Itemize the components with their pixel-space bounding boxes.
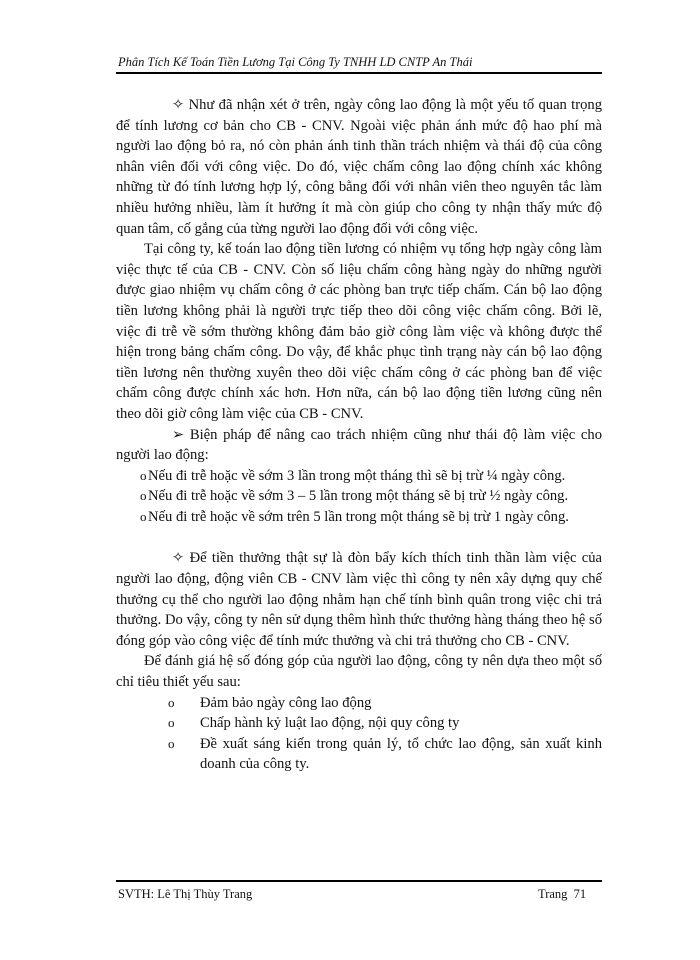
circle-bullet-icon: o <box>168 735 175 751</box>
running-header: Phân Tích Kế Toán Tiền Lương Tại Công Ty TNHH LD CNTP An Thái <box>118 55 473 69</box>
paragraph-4-text: Để tiền thưởng thật sự là đòn bẩy kích thích tinh thần làm việc của người lao động, động viên CB - CNV làm việc thì công ty nên xây dựng quy chế thưởng cụ thể cho người lao động nhằm hạn chế tính bình quân trong việc chi trả thưởng. Do vậy, công ty nên sử dụng thêm hình thức thưởng hàng tháng theo hệ số đóng góp vào công việc để tính mức thưởng và chi trả thưởng cho CB - CNV. <box>116 550 603 649</box>
page-label: Trang <box>538 887 568 901</box>
page-number <box>538 887 586 902</box>
footer-author: SVTH: Lê Thị Thùy Trang <box>118 887 253 901</box>
list-item <box>116 734 602 775</box>
page-number-value: 71 <box>573 887 587 901</box>
paragraph-3 <box>116 425 602 466</box>
criterion-2-text: Chấp hành kỷ luật lao động, nội quy công ty <box>200 715 460 732</box>
list-item <box>116 713 602 734</box>
criterion-1-text: Đảm bảo ngày công lao động <box>200 694 372 711</box>
paragraph-5: Để đánh giá hệ số đóng góp của người lao động, công ty nên dựa theo một số chỉ tiêu thiết yếu sau: <box>116 653 602 691</box>
paragraph-4 <box>116 548 602 651</box>
list-item <box>116 693 602 714</box>
circle-bullet-icon: o <box>168 715 175 731</box>
circle-bullet-icon: o <box>168 694 175 710</box>
diamond-bullet-icon: ✧ <box>172 550 185 567</box>
list-item <box>116 507 602 528</box>
diamond-bullet-icon: ✧ <box>172 97 185 113</box>
rule-3-text: Nếu đi trễ hoặc về sớm trên 5 lần trong một tháng sẽ bị trừ 1 ngày công. <box>148 508 569 525</box>
paragraph-1 <box>116 95 602 239</box>
paragraph-3-text: Biện pháp để nâng cao trách nhiệm cũng như thái độ làm việc cho người lao động: <box>116 426 602 464</box>
footer-divider <box>116 880 602 882</box>
header-divider <box>116 72 602 74</box>
circle-bullet-icon: o <box>140 508 147 524</box>
circle-bullet-icon: o <box>140 467 147 483</box>
rule-2-text: Nếu đi trễ hoặc về sớm 3 – 5 lần trong một tháng sẽ bị trừ ½ ngày công. <box>148 488 569 505</box>
paragraph-2: Tại công ty, kế toán lao động tiền lương có nhiệm vụ tổng hợp ngày công làm việc thực tế của CB - CNV. Còn số liệu chấm công hàng ngày do những người được giao nhiệm vụ chấm công ở các phòng ban trực tiếp chấm. Cán bộ lao động tiền lương không phải là người trực tiếp theo dõi công việc chấm công. Bởi lẽ, việc đi trễ về sớm thường không đảm bảo giờ công làm việc và không được thể hiện trong bảng chấm công. Do vậy, để khắc phục tình trạng này cán bộ lao động tiền lương nên thường xuyên theo dõi việc chấm công ở các phòng ban để việc chấm công được chính xác hơn. Hơn nữa, cán bộ lao động tiền lương cũng nên theo dõi giờ công làm việc của CB - CNV. <box>116 241 602 422</box>
blank-line <box>116 527 602 548</box>
paragraph-1-text: Như đã nhận xét ở trên, ngày công lao động là một yếu tố quan trọng để tính lương cơ bản cho CB - CNV. Ngoài việc phản ánh mức độ hao phí mà người lao động bỏ ra, nó còn phản ánh tinh thần trách nhiệm và thái độ của công nhân viên đối với công việc. Do đó, việc chấm công lao động chính xác không những từ đó tính lương hợp lý, công bằng đối với nhân viên theo nguyên tắc làm nhiều hưởng nhiều, làm ít hưởng ít mà còn giúp cho công ty nhận thấy mức độ quan tâm, cố gắng của từng người lao động đối với công việc. <box>116 97 602 237</box>
page-body <box>116 95 602 775</box>
list-item <box>116 486 602 507</box>
list-item <box>116 466 602 487</box>
circle-bullet-icon: o <box>140 488 147 504</box>
arrow-bullet-icon: ➢ <box>172 426 185 443</box>
rule-1-text: Nếu đi trễ hoặc về sớm 3 lần trong một tháng thì sẽ bị trừ ¼ ngày công. <box>148 467 566 484</box>
criterion-3-text: Đề xuất sáng kiến trong quản lý, tổ chức lao động, sản xuất kinh doanh của công ty. <box>200 735 602 773</box>
